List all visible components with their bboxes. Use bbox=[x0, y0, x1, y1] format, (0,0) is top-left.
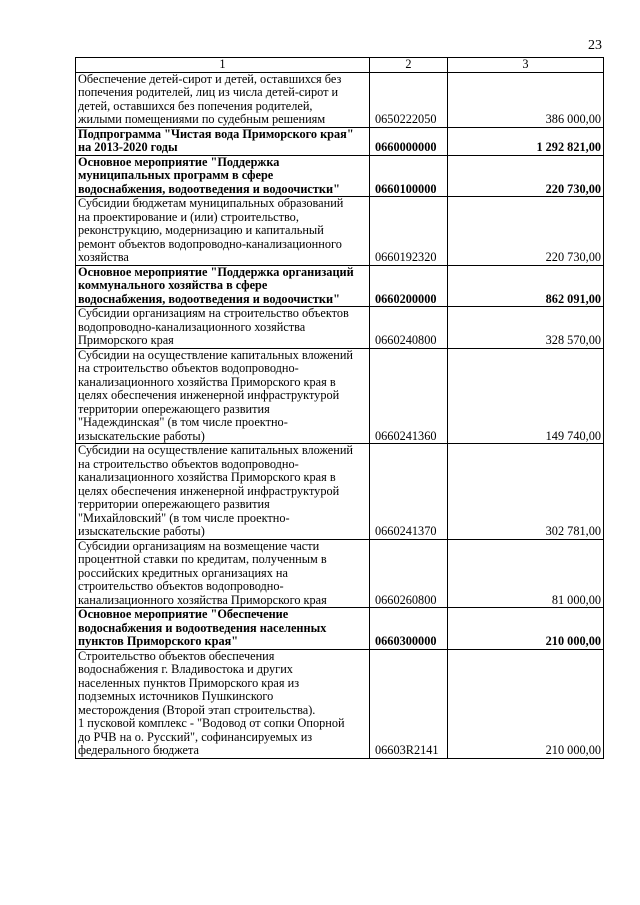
row-name-cell: Субсидии бюджетам муниципальных образований на проектирование и (или) строительство, реконструкцию, модернизацию и капитальный ремонт объектов водопроводно-канализационного хозяйства bbox=[76, 197, 370, 266]
row-name-cell: Подпрограмма "Чистая вода Приморского края" на 2013-2020 годы bbox=[76, 127, 370, 155]
row-amount-cell: 302 781,00 bbox=[448, 444, 604, 540]
header-col-1: 1 bbox=[76, 58, 370, 73]
table-row bbox=[76, 72, 604, 127]
row-amount-cell: 862 091,00 bbox=[448, 265, 604, 307]
table-header-row bbox=[76, 58, 604, 73]
row-code-cell: 0660200000 bbox=[370, 265, 448, 307]
row-code-cell: 0660260800 bbox=[370, 539, 448, 608]
row-name-cell: Субсидии на осуществление капитальных вложений на строительство объектов водопроводно- канализационного хозяйства Приморского края в целях обеспечения инженерной инфраструктурой территории опережающего развития "Михайловский" (в том числе проектно- изыскательские работы) bbox=[76, 444, 370, 540]
row-amount-cell: 210 000,00 bbox=[448, 608, 604, 650]
row-amount-cell: 220 730,00 bbox=[448, 197, 604, 266]
row-name-cell: Субсидии организациям на возмещение части процентной ставки по кредитам, полученным в российских кредитных организациях на строительство объектов водопроводно- канализационного хозяйства Приморского края bbox=[76, 539, 370, 608]
row-code-cell: 0660240800 bbox=[370, 307, 448, 349]
row-amount-cell: 328 570,00 bbox=[448, 307, 604, 349]
row-amount-cell: 81 000,00 bbox=[448, 539, 604, 608]
table-row bbox=[76, 649, 604, 758]
row-code-cell: 06603R2141 bbox=[370, 649, 448, 758]
row-name-cell: Субсидии организациям на строительство объектов водопроводно-канализационного хозяйства Приморского края bbox=[76, 307, 370, 349]
row-name-cell: Субсидии на осуществление капитальных вложений на строительство объектов водопроводно- канализационного хозяйства Приморского края в целях обеспечения инженерной инфраструктурой территории опережающего развития "Надеждинская" (в том числе проектно- изыскательские работы) bbox=[76, 348, 370, 444]
row-amount-cell: 1 292 821,00 bbox=[448, 127, 604, 155]
row-name-cell: Обеспечение детей-сирот и детей, оставшихся без попечения родителей, лиц из числа детей-сирот и детей, оставшихся без попечения родителей, жилыми помещениями по судебным решениям bbox=[76, 72, 370, 127]
row-code-cell: 0660100000 bbox=[370, 155, 448, 197]
row-name-cell: Основное мероприятие "Обеспечение водоснабжения и водоотведения населенных пунктов Приморского края" bbox=[76, 608, 370, 650]
row-amount-cell: 149 740,00 bbox=[448, 348, 604, 444]
row-code-cell: 0660241370 bbox=[370, 444, 448, 540]
row-amount-cell: 220 730,00 bbox=[448, 155, 604, 197]
row-name-cell: Основное мероприятие "Поддержка организаций коммунального хозяйства в сфере водоснабжения, водоотведения и водоочистки" bbox=[76, 265, 370, 307]
table-row bbox=[76, 155, 604, 197]
table-row bbox=[76, 197, 604, 266]
table-row bbox=[76, 127, 604, 155]
page-number: 23 bbox=[588, 38, 602, 53]
table-row bbox=[76, 348, 604, 444]
row-name-cell: Строительство объектов обеспечения водоснабжения г. Владивостока и других населенных пунктов Приморского края из подземных источников Пушкинского месторождения (Второй этап строительства). 1 пусковой комплекс - "Водовод от сопки Опорной до РЧВ на о. Русский", софинансируемых из федерального бюджета bbox=[76, 649, 370, 758]
header-col-3: 3 bbox=[448, 58, 604, 73]
row-code-cell: 0650222050 bbox=[370, 72, 448, 127]
table-row bbox=[76, 608, 604, 650]
row-code-cell: 0660000000 bbox=[370, 127, 448, 155]
row-code-cell: 0660192320 bbox=[370, 197, 448, 266]
row-amount-cell: 210 000,00 bbox=[448, 649, 604, 758]
table-row bbox=[76, 265, 604, 307]
header-col-2: 2 bbox=[370, 58, 448, 73]
row-code-cell: 0660300000 bbox=[370, 608, 448, 650]
row-amount-cell: 386 000,00 bbox=[448, 72, 604, 127]
row-name-cell: Основное мероприятие "Поддержка муниципальных программ в сфере водоснабжения, водоотведения и водоочистки" bbox=[76, 155, 370, 197]
table-row bbox=[76, 539, 604, 608]
table-row bbox=[76, 444, 604, 540]
budget-table bbox=[75, 57, 604, 759]
table-row bbox=[76, 307, 604, 349]
row-code-cell: 0660241360 bbox=[370, 348, 448, 444]
